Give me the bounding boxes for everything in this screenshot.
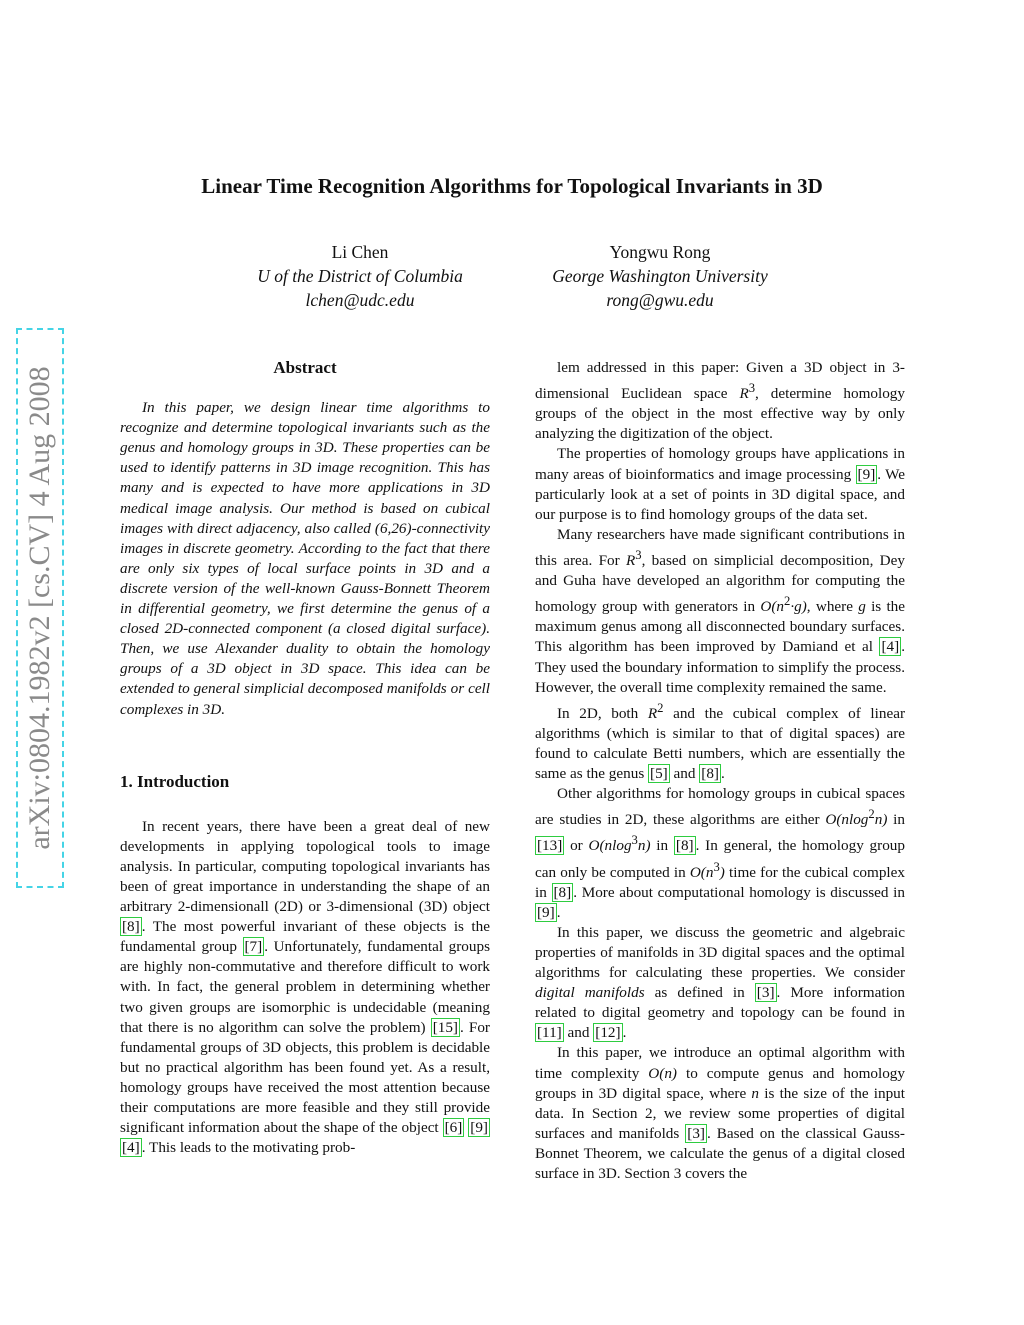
citation-link[interactable]: [11] [537, 1024, 562, 1042]
abstract-heading: Abstract [273, 358, 337, 377]
citation-link[interactable]: [4] [122, 1139, 140, 1157]
citation-link[interactable]: [9] [470, 1119, 488, 1137]
body-paragraph: In this paper, we introduce an optimal algorithm with time complexity O(n) to compute genus and homology groups in 3D digital space, where n is the size of the input data. In Section 2, we review some properties of digital surfaces and manifolds [3] . Based on the classical Gauss-Bonnet Theorem, we calculate the genus of a digital closed surface in 3D. Section 3 covers the [535, 1044, 905, 1182]
paper-title: Linear Time Recognition Algorithms for Topological Invariants in 3D [201, 174, 823, 198]
citation-link[interactable]: [5] [650, 765, 668, 783]
arxiv-watermark[interactable] [16, 328, 64, 888]
author-email: lchen@udc.edu [305, 290, 415, 310]
citation-link[interactable]: [8] [701, 765, 719, 783]
citation-link[interactable]: [9] [857, 465, 876, 483]
citation-link[interactable]: [8] [553, 883, 572, 901]
citation-link[interactable]: [6] [444, 1119, 463, 1137]
citation-link[interactable]: [9] [537, 903, 555, 921]
author-name: Yongwu Rong [609, 242, 711, 262]
section-heading: 1. Introduction [120, 771, 230, 791]
author-block-1 [210, 240, 510, 312]
citation-link[interactable]: [4] [881, 638, 900, 656]
author-affiliation: George Washington University [552, 266, 768, 286]
body-paragraph: In 2D, both $R^2$ and the cubical complex of linear algorithms (which is similar to that of digital spaces) are found to calculate Betti numbers, which are essentially the same as the genus [5] and [8] . [535, 700, 905, 783]
author-affiliation: U of the District of Columbia [257, 266, 463, 286]
citation-link[interactable]: [8] [675, 837, 694, 855]
citation-link[interactable]: [3] [756, 984, 775, 1002]
citation-link[interactable]: [3] [687, 1124, 705, 1142]
arxiv-watermark-text: arXiv:0804.1982v2 [cs.CV] 4 Aug 2008 [23, 366, 56, 850]
body-paragraph: lem addressed in this paper: Given a 3D object in 3-dimensional Euclidean space $R^3$, determine homology groups of the object in the most effective way by only analyzing the digitization of the object. [535, 359, 905, 443]
intro-paragraph: In recent years, there have been a great deal of new developments in applying topological tools to image analysis. In particular, computing topological invariants has been of great importance in understanding the shape of an arbitrary 2-dimensionall (2D) or 3-dimensional (3D) object [8] . The most powerful invariant of these objects is the fundamental group [7] . Unfortunately, fundamental groups are highly non-commutative and therefore difficult to work with. In fact, the general problem in determining whether two given groups are isomorphic is undecidable (meaning that there is no algorithm can solve the problem) [15] . For fundamental groups of 3D objects, this problem is decidable but no practical algorithm has been found yet. As a result, homology groups have received the most attention because their computations are more feasible and they still provide significant information about the shape of the object [6] [9] [4] . This leads to the motivating prob- [120, 817, 490, 1157]
citation-link[interactable]: [7] [244, 938, 263, 956]
citation-link[interactable]: [13] [537, 837, 563, 855]
body-paragraph: The properties of homology groups have applications in many areas of bioinformatics and image processing [9] . We particularly look at a set of points in 3D digital space, and our purpose is to find homology groups of the data set. [535, 445, 905, 523]
body-paragraph: Other algorithms for homology groups in cubical spaces are studies in 2D, these algorithms are either O(nlog$^2$n) in [13] or O(nlog$^3$n) in [8] . In general, the homology group can only be computed in $O(n^3)$ time for the cubical complex in [8] . More about computational homology is discussed in [9] . [535, 785, 905, 921]
author-name: Li Chen [331, 242, 389, 262]
citation-link[interactable]: [15] [432, 1018, 458, 1036]
author-block-2 [510, 240, 810, 312]
author-email: rong@gwu.edu [606, 290, 714, 310]
abstract-text: In this paper, we design linear time algorithms to recognize and determine topological invariants such as the genus and homology groups in 3D. These properties can be used to identify patterns in 3D image recognition. This has many and is expected to have more applications in 3D medical image analysis. Our method is based on cubical images with direct adjacency, also called (6,26)-connectivity images in discrete geometry. According to the fact that there are only six types of local surface points in 3D and a discrete version of the well-known Gauss-Bonnett Theorem in differential geometry, we first determine the genus of a closed 2D-connected component (a closed digital surface). Then, we use Alexander duality to obtain the homology groups of a 3D object in 3D space. This idea can be extended to general simplicial decomposed manifolds or cell complexes in 3D. [120, 399, 490, 718]
body-paragraph: Many researchers have made significant contributions in this area. For $R^3$, based on simplicial decomposition, Dey and Guha have developed an algorithm for computing the homology group with generators in $O(n^2\cdot g)$, where g is the maximum genus among all disconnected boundary surfaces. This algorithm has been improved by Damiand et al [4] . They used the boundary information to simplify the process. However, the overall time complexity remained the same. [535, 525, 906, 696]
left-column [120, 358, 490, 1158]
citation-link[interactable]: [8] [122, 918, 140, 936]
body-paragraph: In this paper, we discuss the geometric and algebraic properties of manifolds in 3D digital spaces and the optimal algorithms for calculating these properties. We consider digital manifolds as defined in [3] . More information related to digital geometry and topology can be found in [11] and [12] . [535, 923, 905, 1042]
right-column [535, 358, 905, 1184]
citation-link[interactable]: [12] [595, 1024, 621, 1042]
